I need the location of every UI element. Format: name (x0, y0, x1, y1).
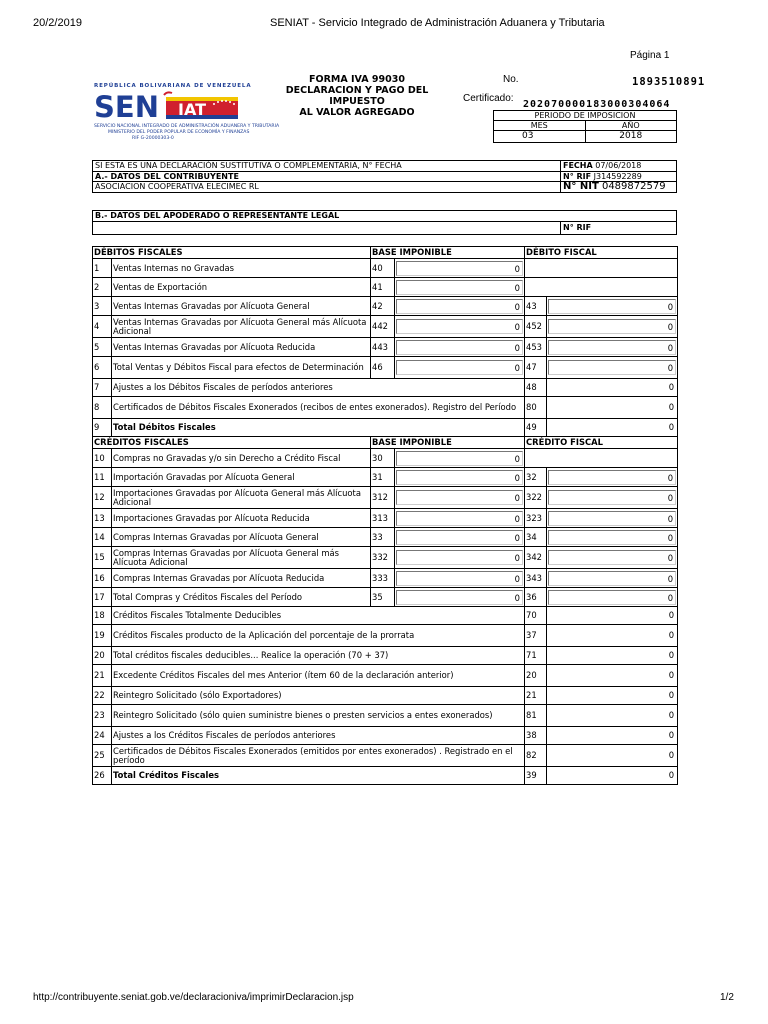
base-code: 442 (371, 316, 395, 338)
table-row (93, 547, 678, 569)
table-row (93, 767, 678, 785)
base-amount-cell (395, 259, 525, 278)
creditos-base-label: BASE IMPONIBLE (371, 437, 525, 449)
row-number: 20 (93, 647, 112, 665)
row-number: 11 (93, 468, 112, 487)
row-description: Compras no Gravadas y/o sin Derecho a Crédito Fiscal (112, 449, 371, 468)
row-description: Créditos Fiscales producto de la Aplicación del porcentaje de la prorrata (112, 625, 525, 647)
fiscal-amount[interactable]: 0 (548, 511, 676, 526)
base-code: 443 (371, 338, 395, 357)
fiscal-amount-cell (547, 338, 678, 357)
table-row (93, 647, 678, 665)
form-title: FORMA IVA 99030 DECLARACION Y PAGO DEL IMPUESTO AL VALOR AGREGADO (285, 74, 429, 118)
row-number: 25 (93, 745, 112, 767)
base-amount-cell (395, 297, 525, 316)
fiscal-amount: 0 (547, 379, 678, 397)
row-description: Ventas Internas Gravadas por Alícuota General más Alícuota Adicional (112, 316, 371, 338)
rif-value: J314592289 (593, 171, 642, 181)
fiscal-empty (525, 259, 678, 278)
base-code: 42 (371, 297, 395, 316)
table-row (93, 419, 678, 437)
base-amount[interactable]: 0 (396, 299, 523, 314)
base-code: 30 (371, 449, 395, 468)
base-amount[interactable]: 0 (396, 451, 523, 466)
debitos-title: DÉBITOS FISCALES (93, 247, 371, 259)
certificate-value: 20207000018300030406​4 (523, 99, 671, 110)
fiscal-amount: 0 (547, 687, 678, 705)
fiscal-code: 453 (525, 338, 547, 357)
fecha-label: FECHA (563, 161, 593, 170)
row-description: Reintegro Solicitado (sólo Exportadores) (112, 687, 525, 705)
fiscal-code: 21 (525, 687, 547, 705)
base-code: 313 (371, 509, 395, 528)
row-number: 6 (93, 357, 112, 379)
debitos-header-row (93, 247, 678, 259)
base-amount-cell (395, 468, 525, 487)
print-url[interactable]: http://contribuyente.seniat.gob.ve/declaracioniva/imprimirDeclaracion.jsp (33, 992, 354, 1003)
number-value: 1893510891 (632, 76, 706, 88)
fiscal-code: 38 (525, 727, 547, 745)
fiscal-amount[interactable]: 0 (548, 340, 676, 355)
row-description: Compras Internas Gravadas por Alícuota General (112, 528, 371, 547)
row-description: Importaciones Gravadas por Alícuota General más Alícuota Adicional (112, 487, 371, 509)
logo-country: REPÚBLICA BOLIVARIANA DE VENEZUELA (94, 83, 252, 89)
row-number: 1 (93, 259, 112, 278)
row-description: Ventas de Exportación (112, 278, 371, 297)
fiscal-amount[interactable]: 0 (548, 299, 676, 314)
fiscal-amount-cell (547, 357, 678, 379)
base-amount[interactable]: 0 (396, 511, 523, 526)
row-number: 26 (93, 767, 112, 785)
row-description: Ventas Internas Gravadas por Alícuota General (112, 297, 371, 316)
row-description: Total créditos fiscales deducibles... Realice la operación (70 + 37) (112, 647, 525, 665)
row-description: Importación Gravadas por Alícuota General (112, 468, 371, 487)
fiscal-empty (525, 449, 678, 468)
table-row (93, 687, 678, 705)
fiscal-amount[interactable]: 0 (548, 550, 676, 565)
page-number: Página 1 (630, 50, 670, 61)
number-label: No. (503, 74, 519, 85)
row-number: 16 (93, 569, 112, 588)
row-number: 24 (93, 727, 112, 745)
row-description: Ventas Internas Gravadas por Alícuota Reducida (112, 338, 371, 357)
base-amount-cell (395, 487, 525, 509)
row-number: 21 (93, 665, 112, 687)
nit-value: 0489872579 (601, 181, 666, 192)
base-code: 312 (371, 487, 395, 509)
base-amount[interactable]: 0 (396, 550, 523, 565)
row-description: Compras Internas Gravadas por Alícuota General más Alícuota Adicional (112, 547, 371, 569)
row-description: Ventas Internas no Gravadas (112, 259, 371, 278)
base-amount[interactable]: 0 (396, 340, 523, 355)
debitos-base-label: BASE IMPONIBLE (371, 247, 525, 259)
row-description: Total Débitos Fiscales (112, 419, 525, 437)
svg-text:SEN: SEN (94, 91, 159, 123)
creditos-header-row (93, 437, 678, 449)
fiscal-code: 70 (525, 607, 547, 625)
fiscal-amount: 0 (547, 419, 678, 437)
fiscal-amount: 0 (547, 397, 678, 419)
row-number: 14 (93, 528, 112, 547)
row-description: Certificados de Débitos Fiscales Exonerados (recibos de entes exonerados). Registro del Período (112, 397, 525, 419)
fiscal-code: 452 (525, 316, 547, 338)
base-amount-cell (395, 278, 525, 297)
table-row (93, 569, 678, 588)
row-number: 10 (93, 449, 112, 468)
base-code: 333 (371, 569, 395, 588)
base-amount[interactable]: 0 (396, 571, 523, 586)
row-description: Ajustes a los Créditos Fiscales de períodos anteriores (112, 727, 525, 745)
fiscal-amount: 0 (547, 665, 678, 687)
base-amount-cell (395, 357, 525, 379)
periodo-label: PERIODO DE IMPOSICION (494, 111, 677, 121)
base-amount-cell (395, 588, 525, 607)
base-amount-cell (395, 569, 525, 588)
print-title: SENIAT - Servicio Integrado de Administración Aduanera y Tributaria (270, 17, 605, 29)
fiscal-amount: 0 (547, 727, 678, 745)
fiscal-amount[interactable]: 0 (548, 319, 676, 334)
anio-value: 2018 (585, 131, 677, 143)
fiscal-amount-cell (547, 468, 678, 487)
base-code: 40 (371, 259, 395, 278)
base-amount-cell (395, 316, 525, 338)
fiscal-amount-cell (547, 509, 678, 528)
row-description: Compras Internas Gravadas por Alícuota Reducida (112, 569, 371, 588)
row-description: Total Compras y Créditos Fiscales del Período (112, 588, 371, 607)
row-number: 4 (93, 316, 112, 338)
fiscal-code: 81 (525, 705, 547, 727)
row-number: 5 (93, 338, 112, 357)
base-code: 35 (371, 588, 395, 607)
base-amount-cell (395, 528, 525, 547)
fiscal-amount-cell (547, 487, 678, 509)
row-description: Ajustes a los Débitos Fiscales de períodos anteriores (112, 379, 525, 397)
fecha-value: 07/06/2018 (595, 161, 642, 170)
fiscal-amount-cell (547, 547, 678, 569)
row-number: 8 (93, 397, 112, 419)
fiscal-amount[interactable]: 0 (548, 530, 676, 545)
fiscal-code: 47 (525, 357, 547, 379)
row-number: 18 (93, 607, 112, 625)
table-row (93, 745, 678, 767)
row-description: Reintegro Solicitado (sólo quien suministre bienes o presten servicios a entes exonerados) (112, 705, 525, 727)
iva-table (92, 246, 678, 785)
base-code: 332 (371, 547, 395, 569)
table-row (93, 297, 678, 316)
fiscal-amount-cell (547, 528, 678, 547)
base-amount[interactable]: 0 (396, 360, 523, 375)
mes-label: MES (494, 121, 586, 131)
logo-graphic (92, 91, 292, 123)
fiscal-code: 82 (525, 745, 547, 767)
creditos-fiscal-label: CRÉDITO FISCAL (525, 437, 678, 449)
table-row (93, 727, 678, 745)
fiscal-amount[interactable]: 0 (548, 590, 676, 605)
row-number: 9 (93, 419, 112, 437)
row-number: 22 (93, 687, 112, 705)
row-number: 19 (93, 625, 112, 647)
debitos-fiscal-label: DÉBITO FISCAL (525, 247, 678, 259)
periodo-table (493, 110, 677, 143)
fiscal-code: 48 (525, 379, 547, 397)
fiscal-amount[interactable]: 0 (548, 470, 676, 485)
row-description: Total Créditos Fiscales (112, 767, 525, 785)
logo-subtitle: SERVICIO NACIONAL INTEGRADO DE ADMINISTRACIÓN ADUANERA Y TRIBUTARIA (94, 124, 280, 129)
fiscal-amount-cell (547, 316, 678, 338)
row-number: 12 (93, 487, 112, 509)
base-amount-cell (395, 449, 525, 468)
base-amount[interactable]: 0 (396, 319, 523, 334)
base-amount[interactable]: 0 (396, 470, 523, 485)
fiscal-amount: 0 (547, 625, 678, 647)
fiscal-code: 20 (525, 665, 547, 687)
fiscal-amount-cell (547, 297, 678, 316)
row-description: Excedente Créditos Fiscales del mes Anterior (ítem 60 de la declaración anterior) (112, 665, 525, 687)
base-amount[interactable]: 0 (396, 490, 523, 505)
table-row (93, 705, 678, 727)
table-row (93, 509, 678, 528)
base-amount[interactable]: 0 (396, 530, 523, 545)
table-row (93, 607, 678, 625)
table-row (93, 278, 678, 297)
fiscal-amount: 0 (547, 745, 678, 767)
fiscal-code: 49 (525, 419, 547, 437)
sustitutiva-label: SI ESTA ES UNA DECLARACIÓN SUSTITUTIVA O COMPLEMENTARIA, N° FECHA (93, 161, 561, 172)
base-code: 33 (371, 528, 395, 547)
fiscal-code: 323 (525, 509, 547, 528)
row-number: 23 (93, 705, 112, 727)
fiscal-empty (525, 278, 678, 297)
table-row (93, 259, 678, 278)
table-row (93, 338, 678, 357)
logo-rif: RIF G-20000303-0 (132, 136, 174, 141)
row-number: 15 (93, 547, 112, 569)
svg-text:IAT: IAT (178, 100, 207, 119)
anio-label: AÑO (585, 121, 677, 131)
row-number: 3 (93, 297, 112, 316)
table-row (93, 468, 678, 487)
base-amount[interactable]: 0 (396, 590, 523, 605)
fiscal-code: 36 (525, 588, 547, 607)
row-number: 13 (93, 509, 112, 528)
apoderado-name (93, 222, 561, 235)
fiscal-amount: 0 (547, 767, 678, 785)
nit-label: N° NIT (563, 181, 599, 192)
contribuyente-table (92, 160, 677, 193)
row-number: 17 (93, 588, 112, 607)
logo-ministry: MINISTERIO DEL PODER POPULAR DE ECONOMÍA Y FINANZAS (108, 130, 250, 135)
table-row (93, 397, 678, 419)
table-row (93, 449, 678, 468)
fiscal-code: 322 (525, 487, 547, 509)
table-row (93, 588, 678, 607)
row-number: 7 (93, 379, 112, 397)
fiscal-amount-cell (547, 588, 678, 607)
table-row (93, 357, 678, 379)
base-code: 31 (371, 468, 395, 487)
print-date: 20/2/2019 (33, 17, 82, 29)
fiscal-amount: 0 (547, 647, 678, 665)
table-row (93, 379, 678, 397)
certificate-label: Certificado: (463, 93, 514, 104)
fiscal-amount: 0 (547, 607, 678, 625)
row-number: 2 (93, 278, 112, 297)
contribuyente-name: ASOCIACION COOPERATIVA ELECIMEC RL (93, 182, 561, 193)
fiscal-code: 342 (525, 547, 547, 569)
fiscal-code: 80 (525, 397, 547, 419)
row-description: Créditos Fiscales Totalmente Deducibles (112, 607, 525, 625)
table-row (93, 316, 678, 338)
row-description: Importaciones Gravadas por Alícuota Reducida (112, 509, 371, 528)
fiscal-code: 37 (525, 625, 547, 647)
fiscal-amount-cell (547, 569, 678, 588)
fiscal-amount[interactable]: 0 (548, 360, 676, 375)
section-a-title: A.- DATOS DEL CONTRIBUYENTE (95, 171, 239, 181)
seniat-logo (92, 80, 292, 150)
base-amount-cell (395, 509, 525, 528)
base-amount-cell (395, 547, 525, 569)
apoderado-table (92, 210, 677, 235)
base-amount[interactable]: 0 (396, 261, 523, 276)
table-row (93, 665, 678, 687)
creditos-title: CRÉDITOS FISCALES (93, 437, 371, 449)
fiscal-amount: 0 (547, 705, 678, 727)
base-amount-cell (395, 338, 525, 357)
section-b-title: B.- DATOS DEL APODERADO O REPRESENTANTE LEGAL (95, 211, 340, 221)
fiscal-code: 34 (525, 528, 547, 547)
print-page-number: 1/2 (720, 992, 734, 1003)
row-description: Certificados de Débitos Fiscales Exonerados (emitidos por entes exonerados) . Registrado en el período (112, 745, 525, 767)
table-row (93, 625, 678, 647)
fiscal-amount[interactable]: 0 (548, 490, 676, 505)
fiscal-code: 43 (525, 297, 547, 316)
mes-value: 03 (494, 131, 586, 143)
table-row (93, 487, 678, 509)
row-description: Total Ventas y Débitos Fiscal para efectos de Determinación (112, 357, 371, 379)
fiscal-amount[interactable]: 0 (548, 571, 676, 586)
fiscal-code: 71 (525, 647, 547, 665)
base-code: 41 (371, 278, 395, 297)
fiscal-code: 32 (525, 468, 547, 487)
fiscal-code: 343 (525, 569, 547, 588)
base-amount[interactable]: 0 (396, 280, 523, 295)
base-code: 46 (371, 357, 395, 379)
rif-label: N° RIF (563, 171, 592, 181)
fiscal-code: 39 (525, 767, 547, 785)
table-row (93, 528, 678, 547)
apoderado-rif-label: N° RIF (563, 223, 592, 233)
